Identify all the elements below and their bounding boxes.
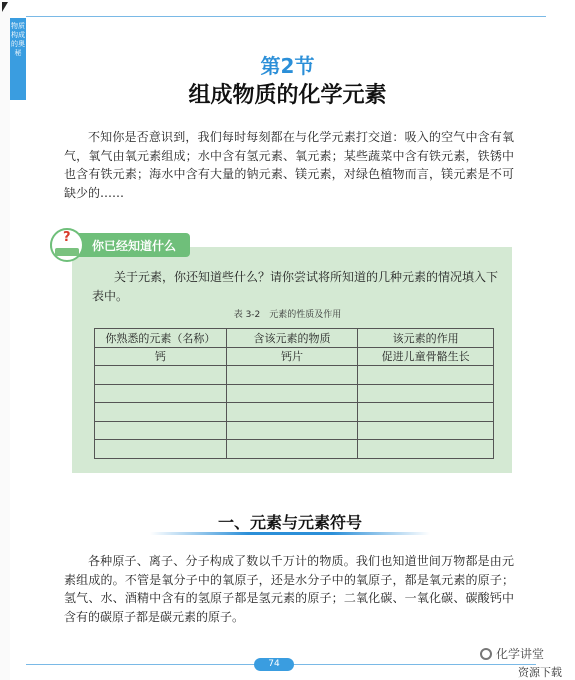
table-cell: 钙片: [226, 347, 358, 366]
table-row: [95, 384, 494, 403]
top-divider: [26, 16, 546, 17]
table-row: [95, 403, 494, 422]
table-row: [95, 366, 494, 385]
section-heading: 一、元素与元素符号: [217, 513, 362, 532]
table-cell[interactable]: [226, 366, 358, 385]
table-caption: 表 3-2 元素的性质及作用: [233, 310, 342, 320]
question-mark-icon: ?: [63, 230, 71, 245]
table-cell[interactable]: [95, 440, 227, 459]
wechat-icon: [480, 648, 492, 660]
table-header-cell: 含该元素的物质: [226, 329, 358, 348]
mouse-cursor-icon: [2, 2, 12, 12]
table-cell[interactable]: [226, 384, 358, 403]
table-cell[interactable]: [358, 421, 494, 440]
table-cell[interactable]: [95, 421, 227, 440]
page-title: 组成物质的化学元素: [188, 83, 387, 108]
activity-prompt: 关于元素，你还知道些什么？请你尝试将所知道的几种元素的情况填入下表中。: [92, 270, 499, 303]
table-cell[interactable]: [358, 384, 494, 403]
section-number: 第2节: [260, 54, 315, 78]
page-number: 74: [254, 658, 294, 671]
table-row: [95, 421, 494, 440]
table-cell[interactable]: [358, 440, 494, 459]
table-cell[interactable]: [226, 421, 358, 440]
table-header-cell: 该元素的作用: [358, 329, 494, 348]
table-cell[interactable]: [226, 403, 358, 422]
table-cell[interactable]: [95, 384, 227, 403]
table-row: [95, 347, 494, 366]
table-cell[interactable]: [358, 366, 494, 385]
table-cell[interactable]: [95, 366, 227, 385]
corner-label: 资源下载: [518, 666, 562, 679]
table-cell[interactable]: [358, 403, 494, 422]
table-cell: 促进儿童骨骼生长: [358, 347, 494, 366]
body-paragraph: 各种原子、离子、分子构成了数以千万计的物质。我们也知道世间万物都是由元素组成的。不管是氧分子中的氧原子，还是水分子中的氧原子，都是氧元素的原子；氢气、水、酒精中含有的氢原子都是氢元素的原子；二氧化碳、一氧化碳、碳酸钙中含有的碳原子都是碳元素的原子。: [64, 554, 514, 624]
table-cell[interactable]: [226, 440, 358, 459]
book-icon: [55, 248, 79, 256]
table-header-cell: 你熟悉的元素（名称）: [95, 329, 227, 348]
section-heading-block: [150, 510, 430, 536]
side-tab-label: 物质构成的奥秘: [11, 22, 25, 57]
table-row: [95, 440, 494, 459]
table-cell: 钙: [95, 347, 227, 366]
element-table: [94, 328, 494, 459]
intro-paragraph: 不知你是否意识到，我们每时每刻都在与化学元素打交道：吸入的空气中含有氧气，氧气由氧元素组成；水中含有氢元素、氧元素；某些蔬菜中含有铁元素，铁锈中也含有铁元素；海水中含有大量的钠元素、镁元素，对绿色植物而言，镁元素是不可缺少的……: [64, 130, 514, 200]
table-cell[interactable]: [95, 403, 227, 422]
activity-badge-label: 你已经知道什么: [92, 239, 177, 253]
table-header-row: [95, 329, 494, 348]
watermark-label: 化学讲堂: [496, 647, 545, 661]
